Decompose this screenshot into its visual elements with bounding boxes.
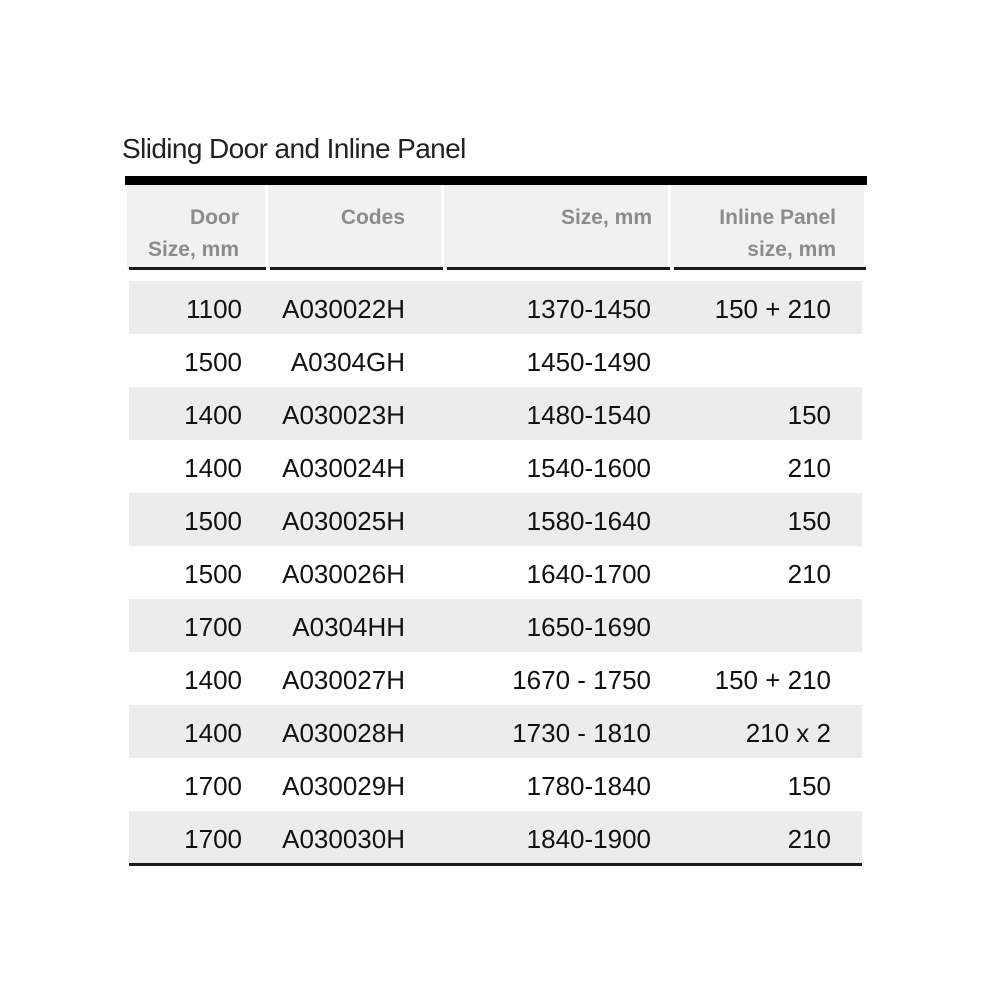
- inline-panel-cell: 210: [787, 559, 831, 589]
- size-cell: 1650-1690: [526, 612, 651, 642]
- table-row: [129, 758, 862, 811]
- table-row: [129, 387, 862, 440]
- code-cell: A030027H: [282, 665, 405, 695]
- header-separator: [668, 185, 671, 269]
- table-title: Sliding Door and Inline Panel: [122, 133, 466, 164]
- size-cell: 1670 - 1750: [512, 665, 651, 695]
- header-underline: [270, 267, 443, 270]
- door-size-cell: 1100: [186, 294, 242, 324]
- header-codes-label: Codes: [340, 206, 405, 229]
- code-cell: A030022H: [282, 294, 405, 324]
- table-header: [127, 185, 864, 269]
- door-size-cell: 1400: [184, 665, 242, 695]
- header-inline-panel: [636, 202, 836, 266]
- inline-panel-cell: 150: [787, 771, 831, 801]
- inline-panel-cell: 210 x 2: [745, 718, 831, 748]
- inline-panel-cell: [651, 334, 831, 387]
- size-cell: 1450-1490: [526, 347, 651, 377]
- code-cell: A030024H: [282, 453, 405, 483]
- code-cell: A030029H: [282, 771, 405, 801]
- header-separator: [265, 185, 268, 269]
- table-row: [129, 546, 862, 599]
- header-inline-panel-line2: size, mm: [747, 238, 836, 261]
- door-size-cell: 1500: [184, 506, 242, 536]
- size-cell: 1480-1540: [526, 400, 651, 430]
- door-size-cell: 1700: [184, 771, 242, 801]
- table-bottom-rule: [129, 863, 862, 866]
- code-cell: A030025H: [282, 506, 405, 536]
- code-cell: A030023H: [282, 400, 405, 430]
- door-size-cell: 1400: [184, 718, 242, 748]
- inline-panel-cell: 150: [787, 506, 831, 536]
- title-rule: [125, 176, 867, 185]
- size-cell: 1370-1450: [526, 294, 651, 324]
- header-door-size-line2: Size, mm: [147, 238, 239, 261]
- code-cell: A030028H: [282, 718, 405, 748]
- table-row: [129, 440, 862, 493]
- header-size-label: Size, mm: [560, 206, 652, 229]
- header-size: [452, 202, 652, 234]
- code-cell: A0304GH: [290, 347, 405, 377]
- header-door-size-line1: Door: [190, 206, 239, 229]
- door-size-cell: 1700: [184, 824, 242, 854]
- size-cell: 1580-1640: [526, 506, 651, 536]
- header-separator: [441, 185, 444, 269]
- size-cell: 1780-1840: [526, 771, 651, 801]
- code-cell: A0304HH: [292, 612, 405, 642]
- inline-panel-cell: 150: [787, 400, 831, 430]
- size-cell: 1640-1700: [526, 559, 651, 589]
- door-size-cell: 1500: [184, 347, 242, 377]
- header-codes: [245, 202, 405, 234]
- inline-panel-cell: 210: [787, 824, 831, 854]
- header-inline-panel-line1: Inline Panel: [719, 206, 836, 229]
- door-size-cell: 1400: [184, 453, 242, 483]
- header-door-size: [79, 202, 239, 266]
- table-row: [129, 705, 862, 758]
- inline-panel-cell: 210: [787, 453, 831, 483]
- table-row: [129, 281, 862, 334]
- table-row: [129, 599, 862, 652]
- door-size-cell: 1500: [184, 559, 242, 589]
- inline-panel-cell: [651, 599, 831, 652]
- code-cell: A030030H: [282, 824, 405, 854]
- table-row: [129, 811, 862, 864]
- size-cell: 1540-1600: [526, 453, 651, 483]
- inline-panel-cell: 150 + 210: [714, 294, 831, 324]
- table-row: [129, 334, 862, 387]
- table-row: [129, 493, 862, 546]
- table-body: [129, 281, 862, 864]
- door-size-cell: 1400: [184, 400, 242, 430]
- inline-panel-cell: 150 + 210: [714, 665, 831, 695]
- header-underline: [129, 267, 266, 270]
- door-size-cell: 1700: [184, 612, 242, 642]
- header-underline: [447, 267, 670, 270]
- size-cell: 1840-1900: [526, 824, 651, 854]
- size-cell: 1730 - 1810: [512, 718, 651, 748]
- code-cell: A030026H: [282, 559, 405, 589]
- table-row: [129, 652, 862, 705]
- header-underline: [674, 267, 866, 270]
